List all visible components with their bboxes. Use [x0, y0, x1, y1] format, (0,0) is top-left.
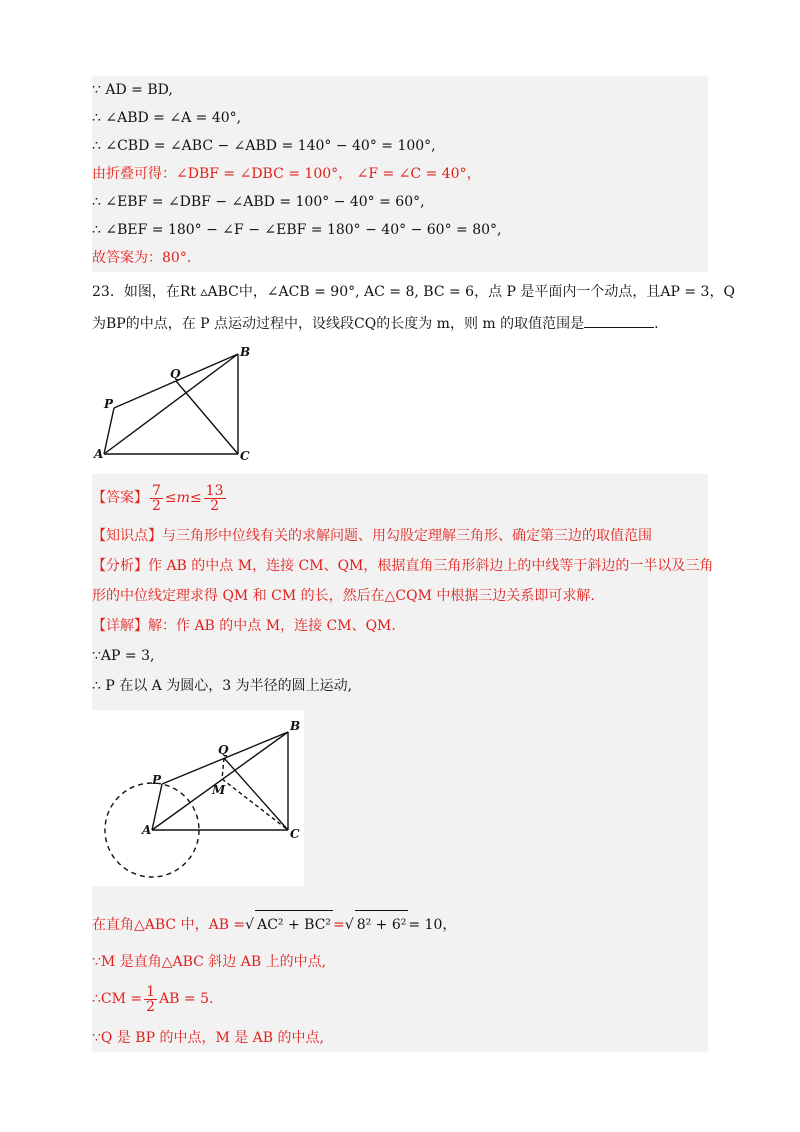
- detail-text: 解：作 AB 的中点 M，连接 CM、QM.: [148, 618, 396, 634]
- numerator: 1: [146, 983, 156, 1000]
- knowledge-text: 与三角形中位线有关的求解问题、用勾股定理解三角形、确定第三边的取值范围: [162, 528, 652, 544]
- label-A: A: [94, 447, 104, 461]
- text-line: ∴ ∠CBD = ∠ABC − ∠ABD = 140° − 40° = 100°,: [92, 138, 436, 154]
- question-line-2: [92, 312, 659, 336]
- numerator: 13: [205, 482, 224, 499]
- le-sign: ≤: [164, 490, 177, 506]
- figure-2-circle-diagram: [92, 710, 304, 886]
- question-line-1: 23．如图，在Rt ▵ABC中，∠ACB = 90°, AC = 8, BC = 6，点 P 是平面内一个动点，且AP = 3，Q: [92, 284, 735, 300]
- text: AB = 5.: [159, 991, 214, 1007]
- label-B: B: [240, 345, 251, 359]
- text-line: ∵ AD = BD,: [92, 82, 173, 98]
- knowledge-tag: 【知识点】: [92, 528, 162, 544]
- sqrt-expression: AC² + BC²: [255, 910, 333, 939]
- text-line: ∴ ∠ABD = ∠A = 40°,: [92, 110, 242, 126]
- denominator: 2: [152, 497, 161, 514]
- detail-line-1: [92, 614, 708, 638]
- question-period: .: [654, 316, 659, 332]
- analysis-text: 作 AB 的中点 M，连接 CM、QM，根据直角三角形斜边上的中线等于斜边的一半以及三角: [148, 558, 714, 574]
- numerator: 7: [152, 482, 161, 499]
- denominator: 2: [210, 497, 220, 514]
- question-text: 为BP的中点，在 P 点运动过程中，设线段CQ的长度为 m，则 m 的取值范围是: [92, 316, 585, 332]
- answer-block: [92, 474, 714, 1052]
- label-P: P: [104, 397, 114, 411]
- answer-tag: 【答案】: [92, 490, 148, 506]
- label-C: C: [240, 449, 250, 463]
- analysis-tag: 【分析】: [92, 558, 148, 574]
- le-sign: ≤: [189, 490, 202, 506]
- label-B: B: [290, 719, 301, 733]
- label-Q: Q: [170, 367, 181, 381]
- text-line: ∴ ∠BEF = 180° − ∠F − ∠EBF = 180° − 40° − 60° = 80°,: [92, 222, 502, 238]
- detail-line-2: ∵AP = 3,: [92, 648, 155, 664]
- text-line: 由折叠可得：∠DBF = ∠DBC = 100°， ∠F = ∠C = 40°，: [92, 166, 481, 182]
- bottom-line-4: ∵Q 是 BP 的中点，M 是 AB 的中点,: [92, 1030, 324, 1046]
- text: = 10，: [408, 917, 457, 933]
- label-A: A: [142, 823, 152, 837]
- label-Q: Q: [218, 743, 229, 757]
- bottom-line-3: [92, 982, 213, 1016]
- fraction-half: [144, 985, 157, 1014]
- text-line: ∴ ∠EBF = ∠DBF − ∠ABD = 100° − 40° = 60°,: [92, 194, 425, 210]
- sqrt-expression: 8² + 6²: [355, 910, 409, 939]
- solution-continuation-block: [92, 76, 708, 272]
- detail-line-3: ∴ P 在以 A 为圆心，3 为半径的圆上运动,: [92, 678, 353, 694]
- text: =: [333, 917, 345, 933]
- label-M: M: [212, 783, 226, 797]
- analysis-line-1: [92, 554, 714, 578]
- label-P: P: [152, 773, 162, 787]
- knowledge-line: [92, 524, 708, 548]
- bottom-line-2: ∵M 是直角△ABC 斜边 AB 上的中点,: [92, 954, 327, 970]
- label-C: C: [290, 827, 300, 841]
- answer-line: 故答案为：80°.: [92, 250, 192, 266]
- answer-blank: [584, 313, 654, 328]
- figure-1-triangle: [92, 342, 262, 464]
- text: ∴CM =: [92, 991, 143, 1007]
- text: 在直角△ABC 中，AB =: [92, 917, 246, 933]
- analysis-line-2: 形的中位线定理求得 QM 和 CM 的长，然后在△CQM 中根据三边关系即可求解.: [92, 588, 595, 604]
- detail-tag: 【详解】: [92, 618, 148, 634]
- denominator: 2: [146, 998, 156, 1015]
- answer-line: [92, 480, 228, 516]
- bottom-line-1: 在直角△ABC 中，AB =√ AC² + BC² =√ 8² + 6² = 10，: [92, 910, 456, 938]
- fraction-lower: [150, 484, 163, 513]
- variable-m: m: [176, 490, 190, 506]
- fraction-upper: [204, 484, 226, 513]
